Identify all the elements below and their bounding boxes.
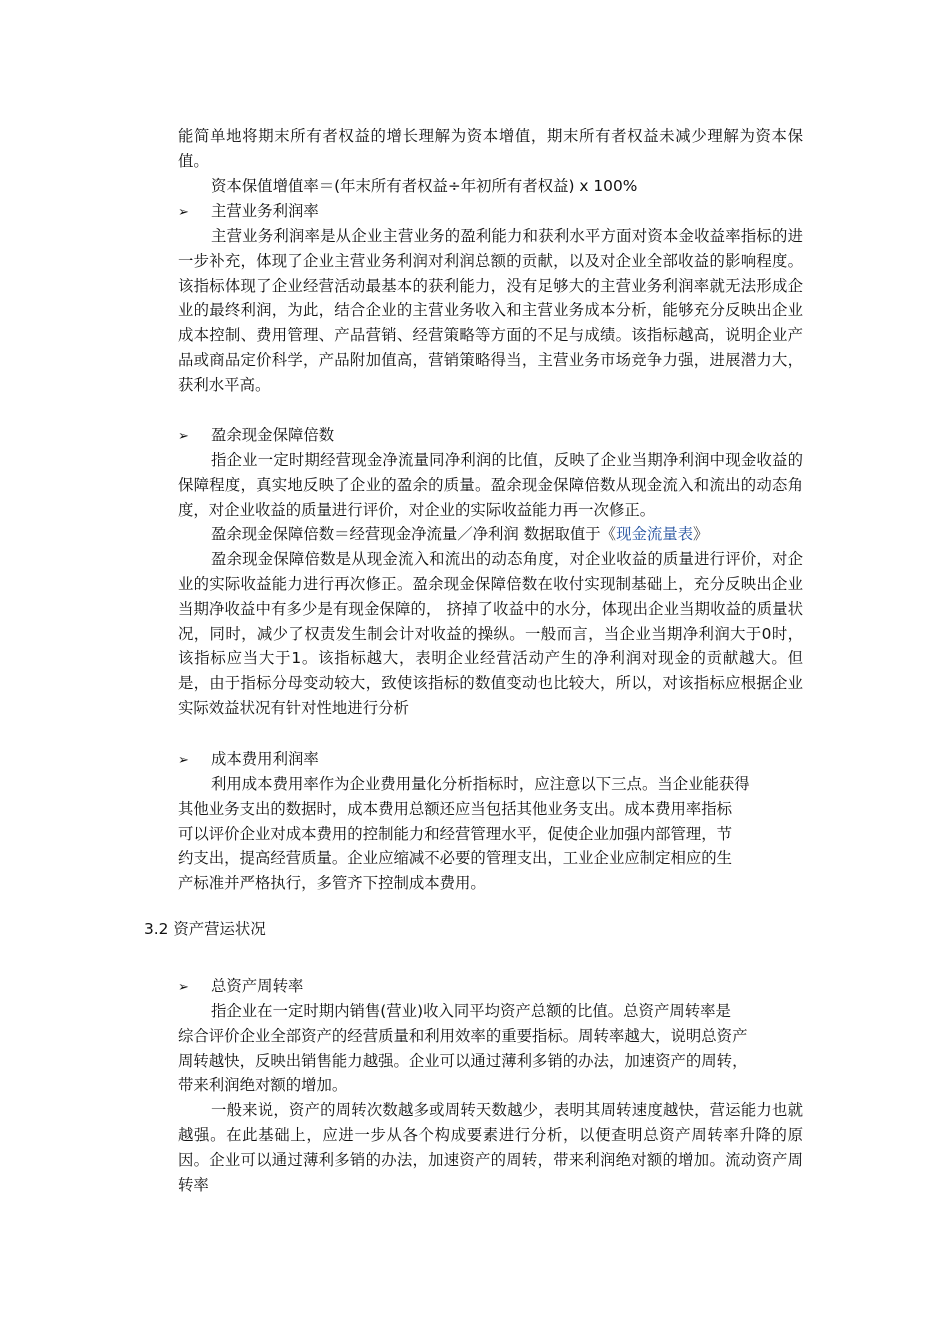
bullet-item-cost-profit-ratio bbox=[178, 747, 319, 774]
cost-line-5: 产标准并严格执行，多管齐下控制成本费用。 bbox=[178, 874, 486, 893]
cash-coverage-paragraph: 指企业一定时期经营现金净流量同净利润的比值，反映了企业当期净利润中现金收益的保障程度，真实地反映了企业的盈余的质量。盈余现金保障倍数从现金流入和流出的动态角度，对企业收益的质量进行评价，对企业的实际收益能力再一次修正。 bbox=[178, 451, 803, 519]
formula-close: 》 bbox=[693, 525, 709, 544]
arrow-bullet-icon: ➢ bbox=[178, 205, 189, 220]
formula-text: 盈余现金保障倍数＝经营现金净流量／净利润 数据取值于《 bbox=[211, 525, 617, 544]
turnover-line-1: 指企业在一定时期内销售(营业)收入同平均资产总额的比值。总资产周转率是 bbox=[211, 1002, 731, 1020]
cash-coverage-analysis-paragraph: 盈余现金保障倍数是从现金流入和流出的动态角度，对企业收益的质量进行评价，对企业的实际收益能力进行再次修正。盈余现金保障倍数在收付实现制基础上，充分反映出企业当期净收益中有多少是有现金保障的， 挤掉了收益中的水分，体现出企业当期收益的质量状况，同时，减少了权责发生制会计对收益的操纵。一般而言，当企业当期净利润大于0时，该指标应当大于1。该指标越大，表明企业经营活动产生的净利润对现金的贡献越大。但是，由于指标分母变动较大，致使该指标的数值变动也比较大，所以，对该指标应根据企业实际效益状况有针对性地进行分析 bbox=[178, 550, 803, 717]
bullet-item-total-asset-turnover bbox=[178, 974, 303, 1001]
cash-coverage-formula bbox=[178, 522, 803, 547]
cost-line-2: 其他业务支出的数据时，成本费用总额还应当包括其他业务支出。成本费用率指标 bbox=[178, 799, 733, 818]
cost-profit-ratio-section bbox=[178, 772, 803, 896]
bullet-item-main-business-margin bbox=[178, 199, 319, 226]
arrow-bullet-icon: ➢ bbox=[178, 753, 189, 768]
bullet-title: 主营业务利润率 bbox=[211, 202, 319, 220]
turnover-line-3: 周转越快，反映出销售能力越强。企业可以通过薄利多销的办法，加速资产的周转， bbox=[178, 1051, 748, 1070]
arrow-bullet-icon: ➢ bbox=[178, 429, 189, 444]
turnover-line-4: 带来利润绝对额的增加。 bbox=[178, 1076, 348, 1095]
intro-paragraph: 能简单地将期末所有者权益的增长理解为资本增值，期末所有者权益未减少理解为资本保值。 bbox=[178, 127, 803, 170]
bullet-title: 盈余现金保障倍数 bbox=[211, 426, 335, 444]
main-business-margin-section bbox=[178, 224, 803, 398]
cash-coverage-section bbox=[178, 448, 803, 721]
intro-section bbox=[178, 124, 803, 198]
total-asset-turnover-section bbox=[178, 999, 803, 1197]
cost-line-1: 利用成本费用率作为企业费用量化分析指标时，应注意以下三点。当企业能获得 bbox=[211, 775, 750, 793]
turnover-line-2: 综合评价企业全部资产的经营质量和利用效率的重要指标。周转率越大，说明总资产 bbox=[178, 1026, 748, 1045]
capital-formula: 资本保值增值率＝(年末所有者权益÷年初所有者权益) x 100% bbox=[211, 176, 638, 195]
turnover-analysis-paragraph: 一般来说，资产的周转次数越多或周转天数越少，表明其周转速度越快，营运能力也就越强。在此基础上，应进一步从各个构成要素进行分析，以便查明总资产周转率升降的原因。企业可以通过薄利多销的办法，加速资产的周转，带来利润绝对额的增加。流动资产周转率 bbox=[178, 1101, 803, 1194]
arrow-bullet-icon: ➢ bbox=[178, 980, 189, 995]
bullet-title: 成本费用利润率 bbox=[211, 750, 319, 768]
section-heading-asset-operation: 3.2 资产营运状况 bbox=[144, 920, 266, 938]
cash-flow-statement-link[interactable]: 现金流量表 bbox=[616, 525, 694, 544]
bullet-title: 总资产周转率 bbox=[211, 977, 304, 995]
cost-line-3: 可以评价企业对成本费用的控制能力和经营管理水平，促使企业加强内部管理，节 bbox=[178, 824, 733, 843]
cost-line-4: 约支出，提高经营质量。企业应缩减不必要的管理支出，工业企业应制定相应的生 bbox=[178, 849, 733, 868]
main-business-margin-paragraph: 主营业务利润率是从企业主营业务的盈利能力和获利水平方面对资本金收益率指标的进一步补充，体现了企业主营业务利润对利润总额的贡献，以及对企业全部收益的影响程度。该指标体现了企业经营活动最基本的获利能力，没有足够大的主营业务利润率就无法形成企业的最终利润，为此，结合企业的主营业务收入和主营业务成本分析，能够充分反映出企业成本控制、费用管理、产品营销、经营策略等方面的不足与成绩。该指标越高，说明企业产品或商品定价科学，产品附加值高，营销策略得当，主营业务市场竞争力强，进展潜力大，获利水平高。 bbox=[178, 227, 803, 394]
bullet-item-cash-coverage bbox=[178, 423, 334, 450]
